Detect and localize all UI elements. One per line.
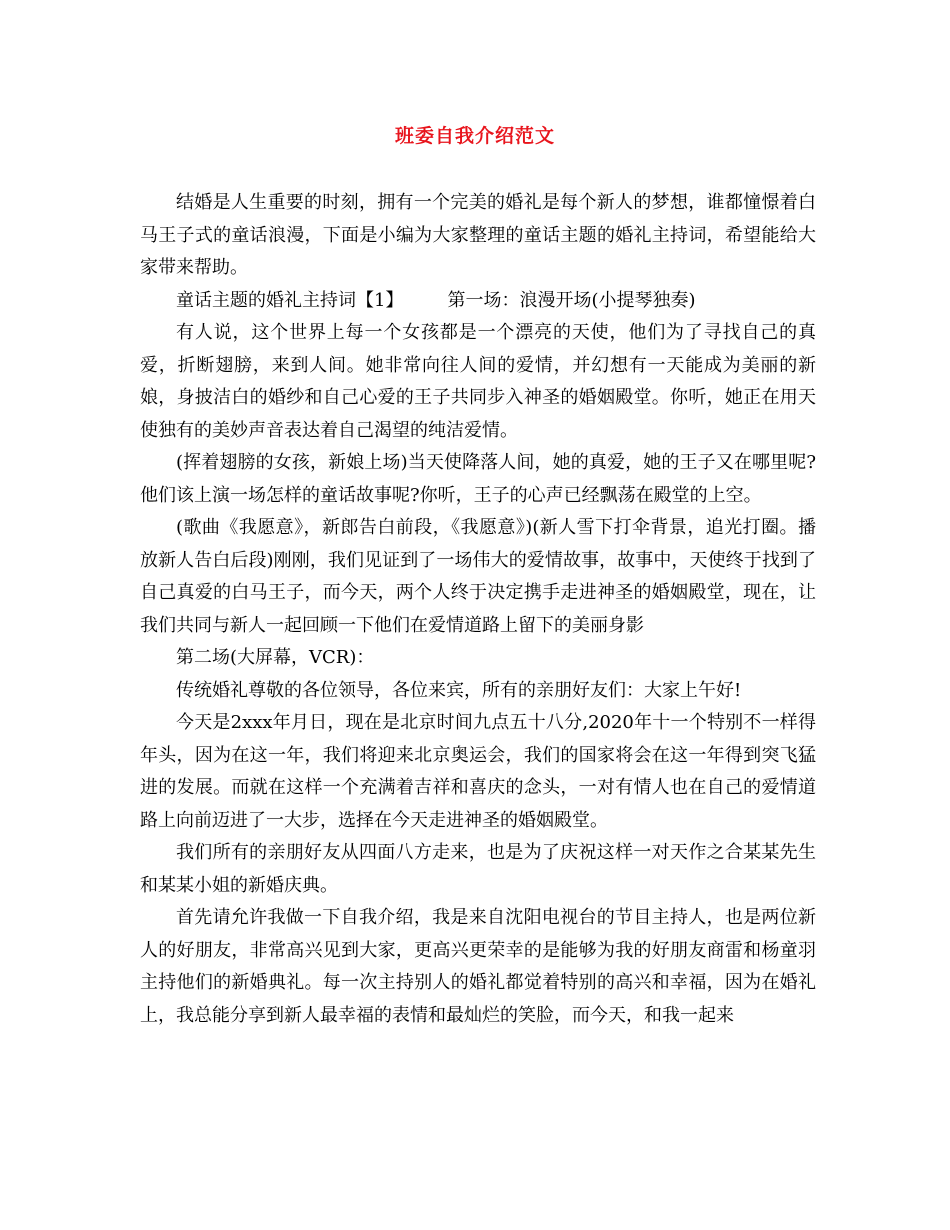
- paragraph-song: (歌曲《我愿意》，新郎告白前段，《我愿意》)(新人雪下打伞背景，追光打圈。播放新人告白后段)刚刚，我们见证到了一场伟大的爱情故事，故事中，天使终于找到了自己真爱的白马王子，而今天，两个人终于决定携手走进神圣的婚姻殿堂，现在，让我们共同与新人一起回顾一下他们在爱情道路上留下的美丽身影: [140, 517, 816, 636]
- scene-heading: 第一场：浪漫开场(小提琴独奏): [447, 289, 696, 311]
- paragraph-greeting: 传统婚礼尊敬的各位领导，各位来宾，所有的亲朋好友们：大家上午好!: [176, 679, 742, 701]
- paragraph-angel: 有人说，这个世界上每一个女孩都是一个漂亮的天使，他们为了寻找自己的真爱，折断翅膀，来到人间。她非常向往人间的爱情，并幻想有一天能成为美丽的新娘，身披洁白的婚纱和自己心爱的王子共同步入神圣的婚姻殿堂。你听，她正在用天使独有的美妙声音表达着自己渴望的纯洁爱情。: [140, 322, 816, 441]
- document-title: 班委自我介绍范文: [394, 125, 555, 147]
- paragraph-intro: 结婚是人生重要的时刻，拥有一个完美的婚礼是每个新人的梦想，谁都憧憬着白马王子式的童话浪漫，下面是小编为大家整理的童话主题的婚礼主持词，希望能给大家带来帮助。: [140, 192, 816, 278]
- paragraph-heading-line: [140, 285, 816, 318]
- section-heading: 童话主题的婚礼主持词【1】: [176, 289, 404, 311]
- paragraph-friends: 我们所有的亲朋好友从四面八方走来，也是为了庆祝这样一对天作之合某某先生和某某小姐的新婚庆典。: [140, 842, 816, 896]
- document-body: [140, 187, 816, 1032]
- paragraph-bride-entrance: (挥着翅膀的女孩，新娘上场)当天使降落人间，她的真爱，她的王子又在哪里呢?他们该上演一场怎样的童话故事呢?你听，王子的心声已经飘荡在殿堂的上空。: [140, 452, 816, 506]
- paragraph-date: 今天是2xxx年月日，现在是北京时间九点五十八分,2020年十一个特别不一样得年头，因为在这一年，我们将迎来北京奥运会，我们的国家将会在这一年得到突飞猛进的发展。而就在这样一个充满着吉祥和喜庆的念头，一对有情人也在自己的爱情道路上向前迈进了一大步，选择在今天走进神圣的婚姻殿堂。: [140, 712, 816, 831]
- paragraph-scene-two: 第二场(大屏幕，VCR)：: [176, 647, 375, 668]
- paragraph-self-intro: 首先请允许我做一下自我介绍，我是来自沈阳电视台的节目主持人，也是两位新人的好朋友，非常高兴见到大家，更高兴更荣幸的是能够为我的好朋友商雷和杨童羽主持他们的新婚典礼。每一次主持别人的婚礼都觉着特别的高兴和幸福，因为在婚礼上，我总能分享到新人最幸福的表情和最灿烂的笑脸，而今天，和我一起来: [140, 907, 816, 1026]
